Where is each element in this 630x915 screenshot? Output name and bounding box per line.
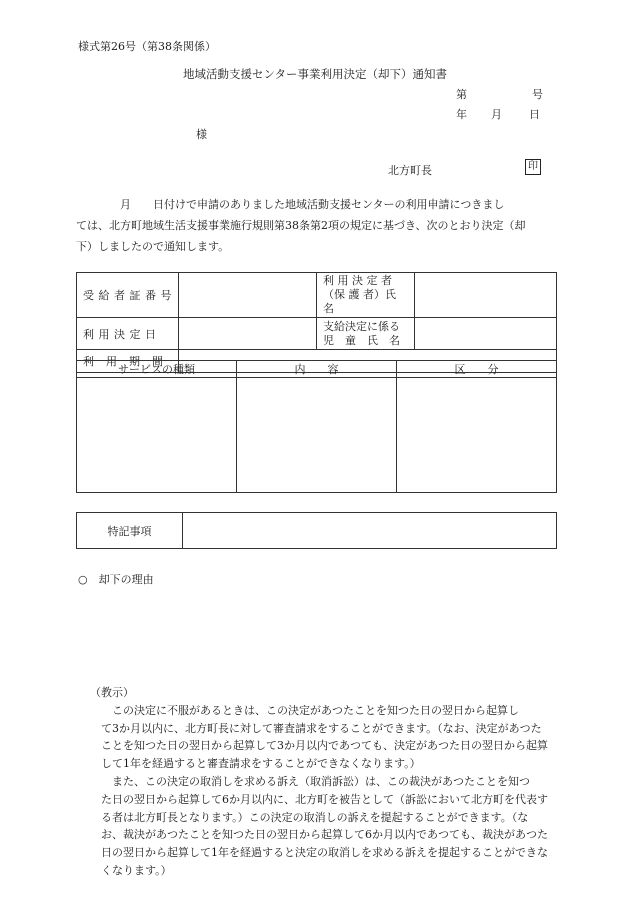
service-table — [76, 360, 557, 493]
rejection-reason-label: ○ 却下の理由 — [78, 573, 154, 586]
seal-stamp: 印 — [525, 159, 541, 175]
instruction-section — [90, 684, 550, 880]
service-type-field[interactable] — [77, 378, 237, 493]
number-suffix: 号 — [532, 88, 543, 101]
form-number: 様式第26号（第38条関係） — [78, 40, 216, 53]
instruction-para1-line1: この決定に不服があるときは、この決定があつたことを知つた日の翌日から起算し — [112, 703, 519, 717]
decision-person-label-line1: 利 用 決 定 者 — [323, 274, 392, 287]
service-content-header: 内 容 — [237, 361, 397, 378]
intro-line-2: ては、北方町地域生活支援事業施行規則第38条第2項の規定に基づき、次のとおり決定（却 — [76, 219, 526, 232]
decision-info-table — [76, 272, 557, 373]
date-year-label: 年 — [456, 108, 467, 121]
special-notes-table — [76, 512, 557, 549]
decision-date-field[interactable] — [179, 318, 317, 350]
intro-paragraph — [76, 194, 554, 257]
decision-person-label — [317, 273, 415, 318]
service-type-header: サービスの種類 — [77, 361, 237, 378]
service-category-field[interactable] — [397, 378, 557, 493]
date-day-label: 日 — [529, 108, 540, 121]
intro-line-3: 下）しましたので通知します。 — [76, 240, 230, 253]
document-title: 地域活動支援センター事業利用決定（却下）通知書 — [183, 67, 448, 81]
special-notes-field[interactable] — [183, 513, 557, 549]
intro-line-1: 月 日付けで申請のありました地域活動支援センターの利用申請につきまし — [120, 198, 505, 211]
service-category-header: 区 分 — [397, 361, 557, 378]
date-month-label: 月 — [491, 108, 502, 121]
decision-person-field[interactable] — [415, 273, 557, 318]
decision-date-label: 利 用 決 定 日 — [77, 318, 179, 350]
instruction-heading: （教示） — [90, 686, 134, 699]
issuer-name: 北方町長 — [388, 164, 432, 177]
number-prefix: 第 — [456, 88, 467, 101]
child-name-label — [317, 318, 415, 350]
service-content-field[interactable] — [237, 378, 397, 493]
addressee-honorific: 様 — [196, 128, 207, 141]
recipient-number-field[interactable] — [179, 273, 317, 318]
child-name-label-line1: 支給決定に係る — [323, 319, 400, 333]
recipient-number-label: 受 給 者 証 番 号 — [77, 273, 179, 318]
instruction-para1-body: て3か月以内に、北方町長に対して審査請求をすることができます。（なお、決定があつたことを知つた日の翌日から起算して3か月以内であつても、決定があつた日の翌日から起算して1年を経過すると審査請求をすることができなくなります。） — [101, 721, 548, 771]
instruction-para2-body: た日の翌日から起算して6か月以内に、北方町を被告として（訴訟において北方町を代表する者は北方町長となります。）この決定の取消しの訴えを提起することができます。（なお、裁決があつたことを知つた日の翌日から起算して6か月以内であつても、裁決があつた日の翌日から起算して1年を経過すると決定の取消しを求める訴えを提起することができなくなります。） — [101, 792, 548, 877]
child-name-label-line2: 児 童 氏 名 — [323, 333, 400, 347]
special-notes-label: 特記事項 — [77, 513, 183, 549]
usage-period-label: 利 用 期 間 — [77, 350, 179, 373]
instruction-para2-line1: また、この決定の取消しを求める訴え（取消訴訟）は、この裁決があつたことを知つ — [112, 774, 530, 788]
child-name-field[interactable] — [415, 318, 557, 350]
decision-person-label-line2: （保 護 者）氏 名 — [323, 288, 396, 315]
